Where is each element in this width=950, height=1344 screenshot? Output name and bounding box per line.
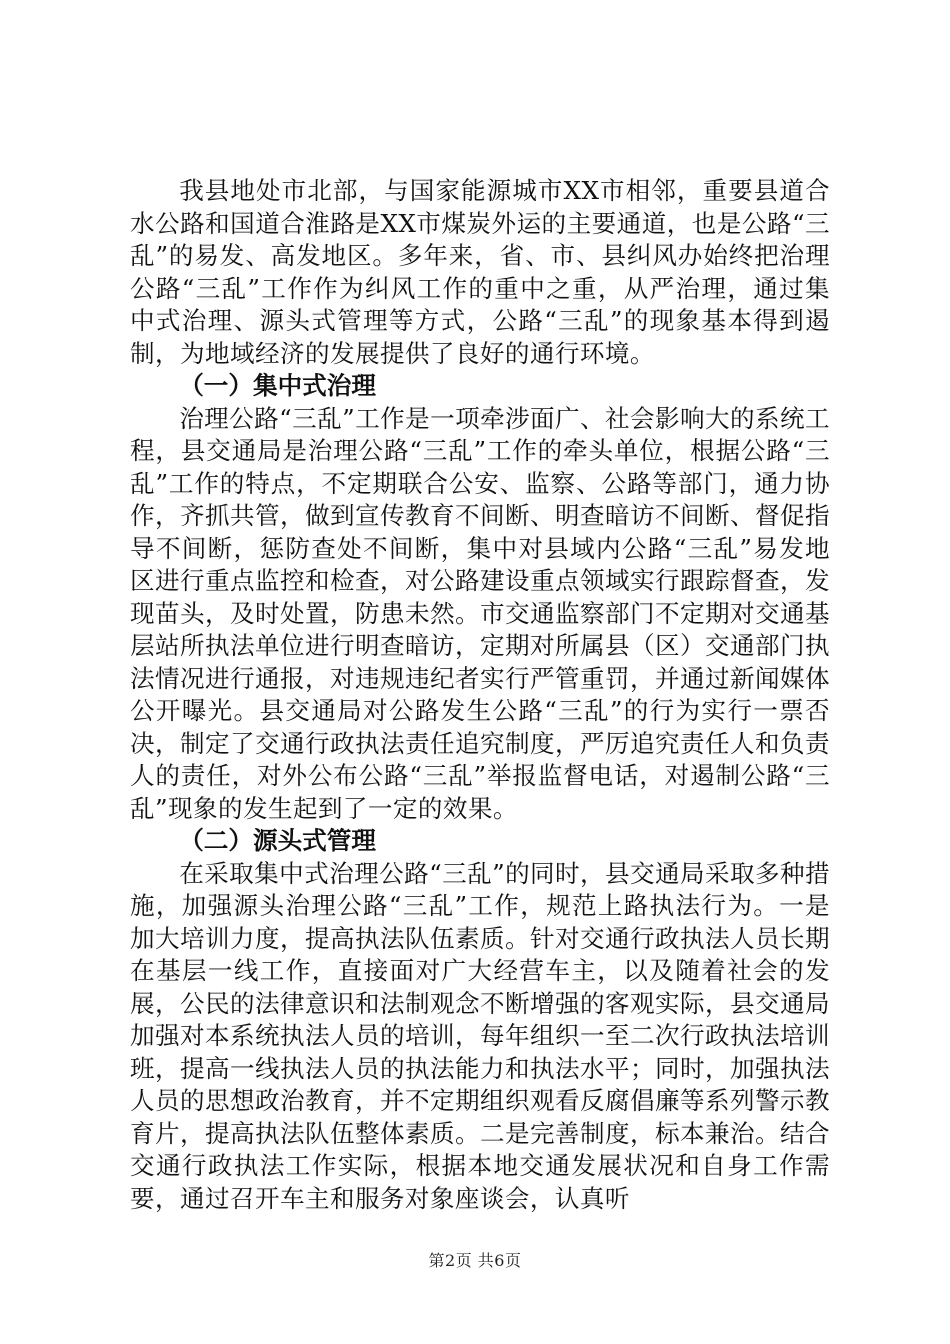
section-heading-source-management: （二）源头式管理 [179,826,376,855]
source-management-paragraph: 在采取集中式治理公路“三乱”的同时，县交通局采取多种措施，加强源头治理公路“三乱”工作，规范上路执法行为。一是加大培训力度，提高执法队伍素质。针对交通行政执法人员长期在基层一线工作，直接面对广大经营车主，以及随着社会的发展，公民的法律意识和法制观念不断增强的客观实际，县交通局加强对本系统执法人员的培训，每年组织一至二次行政执法培训班，提高一线执法人员的执法能力和执法水平；同时，加强执法人员的思想政治教育，并不定期组织观看反腐倡廉等系列警示教育片，提高执法队伍整体素质。二是完善制度，标本兼治。结合交通行政执法工作实际，根据本地交通发展状况和自身工作需要，通过召开车主和服务对象座谈会，认真听 [130,858,830,1213]
centralized-governance-paragraph: 治理公路“三乱”工作是一项牵涉面广、社会影响大的系统工程，县交通局是治理公路“三乱”工作的牵头单位，根据公路“三乱”工作的特点，不定期联合公安、监察、公路等部门，通力协作，齐抓共管，做到宣传教育不间断、明查暗访不间断、督促指导不间断，惩防查处不间断，集中对县域内公路“三乱”易发地区进行重点监控和检查，对公路建设重点领域实行跟踪督查，发现苗头，及时处置，防患未然。市交通监察部门不定期对交通基层站所执法单位进行明查暗访，定期对所属县（区）交通部门执法情况进行通报，对违规违纪者实行严管重罚，并通过新闻媒体公开曝光。县交通局对公路发生公路“三乱”的行为实行一票否决，制定了交通行政执法责任追究制度，严厉追究责任人和负责人的责任，对外公布公路“三乱”举报监督电话，对遏制公路“三乱”现象的发生起到了一定的效果。 [130,403,830,823]
document-body [130,175,830,1215]
intro-paragraph: 我县地处市北部，与国家能源城市XX市相邻，重要县道合水公路和国道合淮路是XX市煤炭外运的主要通道，也是公路“三乱”的易发、高发地区。多年来，省、市、县纠风办始终把治理公路“三乱”工作作为纠风工作的重中之重，从严治理，通过集中式治理、源头式管理等方式，公路“三乱”的现象基本得到遏制，为地域经济的发展提供了良好的通行环境。 [130,176,830,368]
section-heading-centralized-governance: （一）集中式治理 [179,371,376,400]
page-number-footer: 第2页 共6页 [428,1251,522,1270]
